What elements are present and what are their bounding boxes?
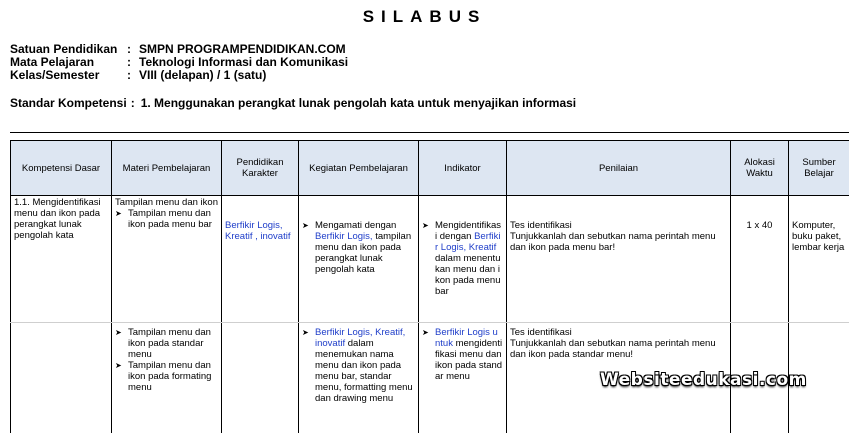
indikator-text: Mengidentifikasi dengan — [435, 220, 501, 242]
meta-value: 1. Menggunakan perangkat lunak pengolah kata untuk menyajikan informasi — [141, 96, 576, 110]
meta-value: SMPN PROGRAMPENDIDIKAN.COM — [139, 42, 346, 56]
indikator-text: mengidentifikasi menu dan ikon pada standar menu — [435, 338, 502, 382]
watermark: Websiteedukasi.com — [600, 370, 807, 390]
indikator-list — [422, 220, 503, 297]
table-row — [11, 196, 849, 323]
cell-karakter — [222, 323, 299, 433]
cell-karakter — [222, 196, 299, 323]
list-item: ➤ Tampilan menu dan ikon pada standar menu — [115, 327, 218, 360]
cell-indikator — [419, 323, 507, 433]
list-item — [422, 327, 503, 382]
kegiatan-list — [302, 220, 415, 275]
meta-kelas-semester: Kelas/Semester : VIII (delapan) / 1 (satu) — [10, 69, 266, 82]
materi-list — [115, 208, 218, 230]
indikator-list — [422, 327, 503, 382]
cell-kegiatan — [299, 323, 419, 433]
penilaian-text: Tunjukkanlah dan sebutkan nama perintah menu dan ikon pada menu bar! — [510, 231, 727, 253]
header-penilaian: Penilaian — [507, 141, 731, 196]
table-header-row — [11, 141, 849, 196]
cell-alokasi: 1 x 40 — [731, 196, 789, 323]
karakter-text: Berfikir Logis, Kreatif , inovatif — [225, 220, 290, 242]
kegiatan-text: tampilan menu dan ikon pada perangkat lunak pengolah kata — [315, 231, 411, 275]
penilaian-text: Tunjukkanlah dan sebutkan nama perintah menu dan ikon pada standar menu! — [510, 338, 727, 360]
penilaian-title: Tes identifikasi — [510, 220, 727, 231]
list-item — [302, 220, 415, 275]
header-kompetensi-dasar: Kompetensi Dasar — [11, 141, 112, 196]
cell-kegiatan — [299, 196, 419, 323]
divider-line — [10, 132, 849, 133]
cell-kompetensi-dasar — [11, 323, 112, 433]
meta-satuan-pendidikan: Satuan Pendidikan : SMPN PROGRAMPENDIDIKAN.COM — [10, 43, 346, 56]
meta-standar-kompetensi: Standar Kompetensi : 1. Menggunakan perangkat lunak pengolah kata untuk menyajikan informasi — [10, 97, 576, 110]
kegiatan-karakter: Berfikir Logis, — [315, 231, 373, 242]
indikator-text: dalam menentukan menu dan ikon pada menu bar — [435, 253, 501, 297]
meta-value: VIII (delapan) / 1 (satu) — [139, 68, 266, 82]
indikator-karakter: Berfikir Logis, Kreatif — [435, 231, 501, 253]
meta-label: Kelas/Semester — [10, 69, 127, 82]
kegiatan-list — [302, 327, 415, 404]
list-item: ➤ Tampilan menu dan ikon pada formating menu — [115, 360, 218, 393]
meta-label: Satuan Pendidikan — [10, 43, 127, 56]
cell-materi — [112, 196, 222, 323]
document-title: SILABUS — [0, 7, 849, 27]
cell-indikator — [419, 196, 507, 323]
list-item — [422, 220, 503, 297]
cell-materi — [112, 323, 222, 433]
header-pendidikan-karakter: Pendidikan Karakter — [222, 141, 299, 196]
header-kegiatan: Kegiatan Pembelajaran — [299, 141, 419, 196]
header-materi: Materi Pembelajaran — [112, 141, 222, 196]
cell-kompetensi-dasar: 1.1. Mengidentifikasi menu dan ikon pada perangkat lunak pengolah kata — [11, 196, 112, 323]
cell-penilaian — [507, 196, 731, 323]
materi-intro: Tampilan menu dan ikon — [115, 197, 218, 208]
materi-list — [115, 327, 218, 393]
kegiatan-karakter: Berfikir Logis, Kreatif, inovatif — [315, 327, 405, 349]
meta-mata-pelajaran: Mata Pelajaran : Teknologi Informasi dan Komunikasi — [10, 56, 348, 69]
list-item — [302, 327, 415, 404]
header-alokasi-waktu: Alokasi Waktu — [731, 141, 789, 196]
header-sumber-belajar: Sumber Belajar — [789, 141, 849, 196]
meta-label: Standar Kompetensi — [10, 96, 127, 110]
meta-value: Teknologi Informasi dan Komunikasi — [139, 55, 348, 69]
kegiatan-text: dalam menemukan nama menu dan ikon pada menu bar, standar menu, formatting menu dan drawing menu — [315, 338, 413, 404]
penilaian-title: Tes identifikasi — [510, 327, 727, 338]
header-indikator: Indikator — [419, 141, 507, 196]
kegiatan-text: Mengamati dengan — [315, 220, 396, 231]
indikator-karakter: Berfikir Logis untuk — [435, 327, 498, 349]
meta-label: Mata Pelajaran — [10, 56, 127, 69]
cell-sumber: Komputer, buku paket, lembar kerja — [789, 196, 849, 323]
list-item: ➤ Tampilan menu dan ikon pada menu bar — [115, 208, 218, 230]
